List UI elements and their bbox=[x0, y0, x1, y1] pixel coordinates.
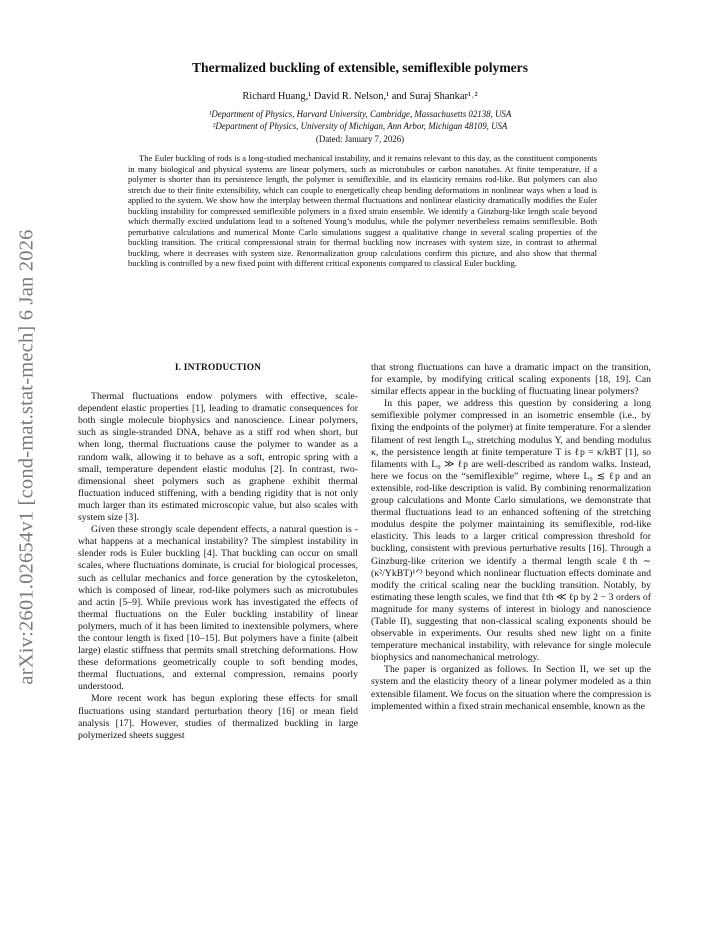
date-line: (Dated: January 7, 2026) bbox=[315, 134, 405, 144]
section-heading: I. INTRODUCTION bbox=[174, 363, 262, 373]
paragraph: In this paper, we address this question by considering a long semiflexible polymer compressed in an isometric ensemble (i.e., by fixing the endpoints of the polymer) at finite temperature. For a slender filament of rest length L₀, stretching modulus Y, and bending modulus κ, the persistence length at finite temperature T is ℓp = κ/kBT [1], so filaments with L₀ ≫ ℓp are well-described as random walks. Instead, here we focus on the “semiflexible” regime, where L₀ ≲ ℓp and an extensible, rod-like description is valid. By combining renormalization group calculations and Monte Carlo simulations, we demonstrate that thermal fluctuations lead to an enhanced softening of the stretching modulus despite the polymer maintaining its semiflexible, rod-like elasticity. This leads to a larger critical compression threshold for buckling, consistent with previous perturbative results [16]. Through a Ginzburg-like criterion we identify a thermal length scale ℓth ∼ (κ²/YkBT)¹ᐟ³ beyond which nonlinear fluctuation effects dominate and modify the critical scaling near the buckling transition. Notably, by estimating these length scales, we find that ℓth ≪ ℓp by 2 − 3 orders of magnitude for many systems of interest in biology and nanoscience (Table II), suggesting that non-classical scaling exponents should be observable in experiments. Our results shed new light on a finite temperature mechanical instability, with relevance for single molecule biophysics and nanomechanical metrology. bbox=[371, 398, 651, 664]
right-column bbox=[371, 362, 651, 713]
affiliation-2: ²Department of Physics, University of Michigan, Ann Arbor, Michigan 48109, USA bbox=[212, 121, 508, 131]
paragraph: Given these strongly scale dependent effects, a natural question is - what happens at a mechanical instability? The simplest instability in slender rods is Euler buckling [4]. That buckling can occur on small scales, where fluctuations dominate, is crucial for biological processes, such as cellular mechanics and force generation by the cytoskeleton, which is composed of linear, rod-like polymers such as microtubules and actin [5–9]. While previous work has investigated the effects of thermal fluctuations on the Euler buckling instability of linear polymers, much of it has been limited to inextensible polymers, where the contour length is fixed [10–15]. But polymers have a finite (albeit large) elastic stiffness that permits small stretching deformations. How these deformations geometrically couple to soft bending modes, thermal fluctuations, and external compression, remains poorly understood. bbox=[78, 524, 358, 693]
affiliation-1: ¹Department of Physics, Harvard University, Cambridge, Massachusetts 02138, USA bbox=[208, 109, 512, 119]
abstract: The Euler buckling of rods is a long-studied mechanical instability, and it remains relevant to this day, as the constituent components in many biological and physical systems are linear polymers, such as microtubules or carbon nanotubes. At finite temperature, if a polymer is shorter than its persistence length, the polymer is semiflexible, and its elasticity remains rod-like. But polymers can also stretch due to their finite extensibility, which can couple to energetically cheap bending deformations in nonlinear ways when a load is applied to the system. We show how the interplay between thermal fluctuations and nonlinear elasticity dramatically modifies the Euler buckling instability for compressed semiflexible polymers in a fixed strain ensemble. We identify a Ginzburg-like length scale beyond which thermally excited undulations lead to a softened Young’s modulus, while the polymer nevertheless remains semiflexible. Both perturbative calculations and numerical Monte Carlo simulations suggest a qualitative change in several scaling properties of the buckling transition. The critical compressional strain for thermal buckling now increases with system size, in contrast to athermal buckling, where it decreases with system size. Renormalization group calculations confirm this picture, and also show that thermal buckling is controlled by a new fixed point with different critical exponents compared to classical Euler buckling. bbox=[128, 153, 597, 269]
paragraph: The paper is organized as follows. In Section II, we set up the system and the elasticity theory of a linear polymer modeled as a thin extensible filament. We focus on the situation where the compression is implemented within a fixed strain mechanical ensemble, known as the bbox=[371, 664, 651, 712]
arxiv-stamp: arXiv:2601.02654v1 [cond-mat.stat-mech] 6 Jan 2026 bbox=[15, 229, 38, 685]
paragraph: Thermal fluctuations endow polymers with effective, scale-dependent elastic properties [1], leading to dramatic consequences for both single molecule biophysics and nanoscience. Linear polymers, such as single-stranded DNA, behave as a stiff rod when short, but when long, thermal fluctuations cause the polymer to wander as a random walk, allowing it to behave as a soft, entropic spring with a small, temperature dependent elastic modulus [2]. In contrast, two-dimensional sheet polymers such as graphene exhibit thermal fluctuation induced stiffening, with a bending rigidity that is not only much larger than its estimated microscopic value, but also scales with system size [3]. bbox=[78, 391, 358, 524]
paragraph: More recent work has begun exploring these effects for small fluctuations using standard perturbation theory [16] or mean field analysis [17]. However, studies of thermalized buckling in large polymerized sheets suggest bbox=[78, 693, 358, 741]
author-list: Richard Huang,¹ David R. Nelson,¹ and Suraj Shankar¹˒² bbox=[242, 91, 478, 102]
left-column bbox=[78, 362, 358, 742]
paragraph: that strong fluctuations can have a dramatic impact on the transition, for example, by modifying critical scaling exponents [18, 19]. Can similar effects appear in the buckling of fluctuating linear polymers? bbox=[371, 362, 651, 398]
paper-title: Thermalized buckling of extensible, semiflexible polymers bbox=[191, 60, 529, 75]
